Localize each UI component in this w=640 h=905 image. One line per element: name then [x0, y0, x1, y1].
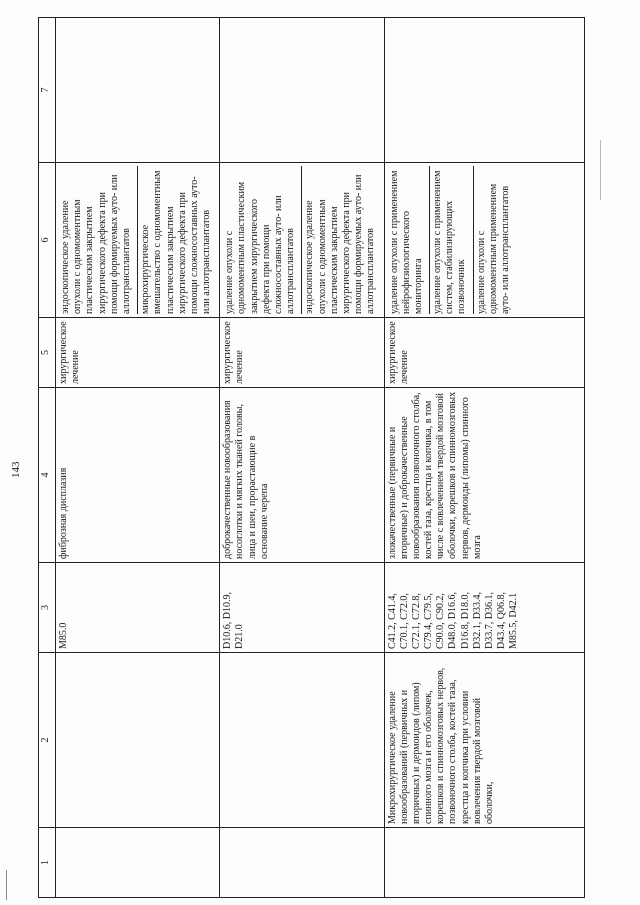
scan-line	[6, 870, 7, 900]
treatment-type: хирургическое лечение	[220, 318, 384, 388]
row-cell-col1	[384, 828, 584, 898]
method-item: удаление опухоли с применением систем, стабилизирующих позвоночник	[430, 166, 474, 314]
icd-codes: C41.2, C41.4, C70.1, C72.0, C72.1, C72.8, C79.4, C79.5, C90.0, C90.2, D48.0, D16.6, D16.8, D18.0, D32.1, D33.4, D33.7, D36.1, D43.4, Q06.8, M85.5, D42.1	[384, 563, 584, 653]
methods	[384, 163, 584, 318]
column-number: 3	[39, 563, 56, 653]
diagnosis: фиброзная дисплазия	[56, 388, 220, 563]
column-number: 6	[39, 163, 56, 318]
table-row	[56, 18, 220, 898]
row-cell-col7	[220, 18, 384, 163]
scan-line	[600, 140, 601, 200]
methods	[56, 163, 220, 318]
method-item: удаление опухоли с одномоментным пластическим закрытием хирургического дефекта при помощи сложносоставных ауто- или аллотрансплантатов	[222, 166, 302, 314]
page-number: 143	[10, 461, 22, 478]
row-cell-col7	[56, 18, 220, 163]
procedures-table	[38, 17, 585, 898]
method-item: эндоскопическое удаление опухоли с одномоментным пластическим закрытием хирургического дефекта при помощи формируемых ауто- или аллотрансплантатов	[304, 174, 377, 314]
column-number: 2	[39, 653, 56, 828]
method-item: удаление опухоли с одномоментным применением ауто- или аллотрансплантатов	[475, 183, 511, 314]
row-cell-col1	[56, 828, 220, 898]
diagnosis: злокачественные (первичные и вторичные) и доброкачественные новообразования позвоночного столба, костей таза, крестца и копчика, в том числе с вовлечением твердой мозговой оболочки, корешков и спинномозговых нервов, дермоиды (липомы) спинного мозга	[384, 388, 584, 563]
icd-codes: M85.0	[56, 563, 220, 653]
procedure-name: Микрохирургическое удаление новообразований (первичных и вторичных) и дермоидов (липом) спинного мозга и его оболочек, корешков и спинномозговых нервов, позвоночного столба, костей таза, крестца и копчика при условии вовлечения твердой мозговой оболочки,	[384, 653, 584, 828]
treatment-type: хирургическое лечение	[56, 318, 220, 388]
column-number: 4	[39, 388, 56, 563]
table-row	[384, 18, 584, 898]
method-item: эндоскопическое удаление опухоли с одномоментным пластическим закрытием хирургического дефекта при помощи формируемых ауто- или аллотрансплантатов	[58, 166, 138, 314]
table-row	[220, 18, 384, 898]
row-cell-col7	[384, 18, 584, 163]
diagnosis: доброкачественные новообразования носоглотки и мягких тканей головы, лица и шеи, прорастающие в основание черепа	[220, 388, 384, 563]
row-cell-col2	[56, 653, 220, 828]
treatment-type: хирургическое лечение	[384, 318, 584, 388]
methods	[220, 163, 384, 318]
icd-codes: D10.6, D10.9, D21.0	[220, 563, 384, 653]
row-cell-col2	[220, 653, 384, 828]
column-number-row	[39, 18, 56, 898]
method-item: удаление опухоли с применением нейрофизиологического мониторинга	[387, 166, 431, 314]
row-cell-col1	[220, 828, 384, 898]
rotated-document	[8, 18, 608, 898]
method-item: микрохирургическое вмешательство с одномоментным пластическим закрытием хирургического дефекта при помощи сложносоставных ауто- или аллотрансплантатов	[140, 170, 213, 314]
column-number: 1	[39, 828, 56, 898]
column-number: 7	[39, 18, 56, 163]
column-number: 5	[39, 318, 56, 388]
